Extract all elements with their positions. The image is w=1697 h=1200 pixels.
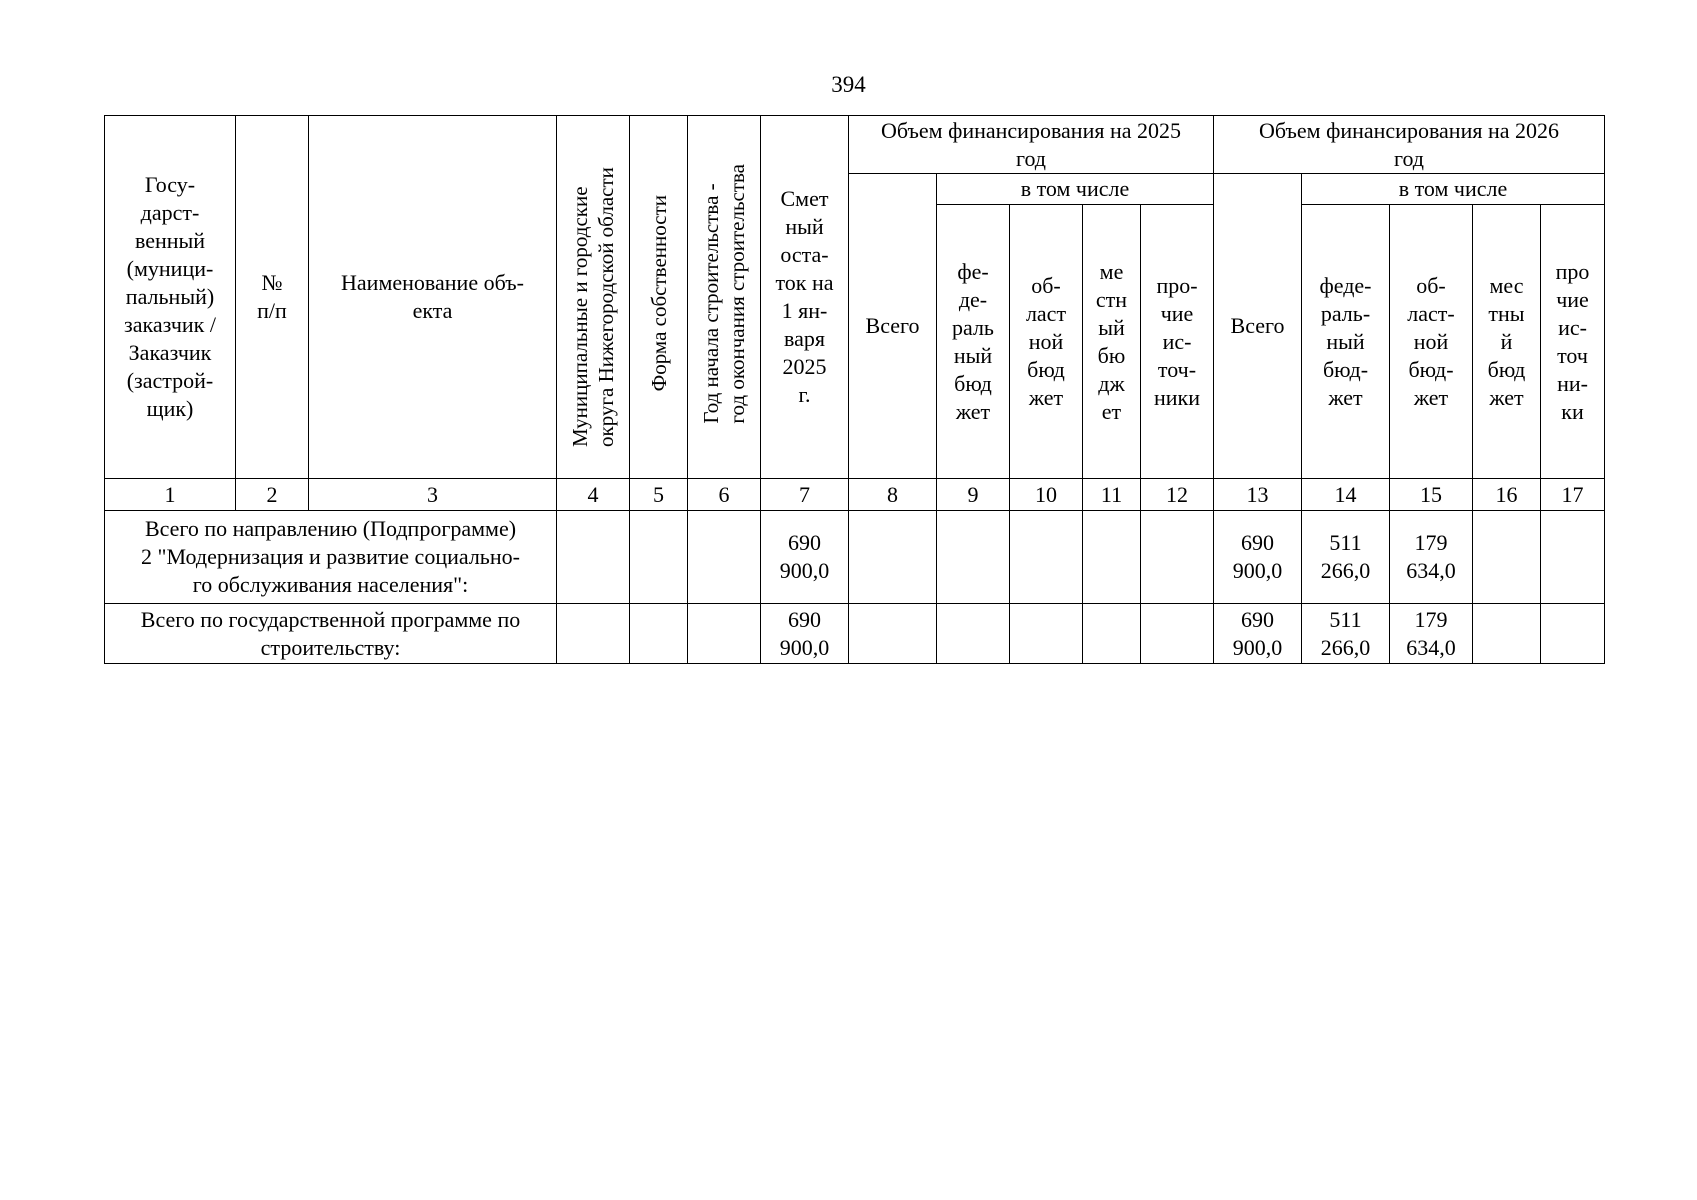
- header-regional-2025: об- ласт ной бюд жет: [1010, 205, 1083, 479]
- header-federal-2025: фе- де- раль ный бюд жет: [937, 205, 1010, 479]
- column-number-row: [105, 479, 1605, 511]
- header-construction-years: Год начала строительства - год окончания строительства: [688, 116, 761, 479]
- header-customer: Госу- дарст- венный (муници- пальный) заказчик / Заказчик (застрой- щик): [105, 116, 236, 479]
- cell-total-2026: 690 900,0: [1214, 511, 1302, 604]
- table-cell: [688, 604, 761, 664]
- cell-total-2026: 690 900,0: [1214, 604, 1302, 664]
- table-cell: [1083, 604, 1141, 664]
- header-local-2026: мес тны й бюд жет: [1473, 205, 1541, 479]
- table-cell: [1010, 604, 1083, 664]
- column-number: 13: [1214, 479, 1302, 511]
- column-number: 2: [236, 479, 309, 511]
- table-cell: [557, 511, 630, 604]
- header-total-2025: Всего: [849, 174, 937, 479]
- cell-federal-2026: 511 266,0: [1302, 604, 1390, 664]
- cell-estimated-balance: 690 900,0: [761, 604, 849, 664]
- header-including-2026: в том числе: [1302, 174, 1605, 205]
- header-federal-2026: феде- раль- ный бюд- жет: [1302, 205, 1390, 479]
- cell-federal-2026: 511 266,0: [1302, 511, 1390, 604]
- column-number: 15: [1390, 479, 1473, 511]
- header-estimated-balance: Смет ный оста- ток на 1 ян- варя 2025 г.: [761, 116, 849, 479]
- row-label: Всего по направлению (Подпрограмме) 2 "Модернизация и развитие социально- го обслуживания населения":: [105, 511, 557, 604]
- column-number: 4: [557, 479, 630, 511]
- row-label: Всего по государственной программе по строительству:: [105, 604, 557, 664]
- table-cell: [630, 604, 688, 664]
- table-cell: [1083, 511, 1141, 604]
- column-number: 6: [688, 479, 761, 511]
- table-cell: [688, 511, 761, 604]
- page-number: 394: [831, 72, 866, 97]
- table-cell: [937, 604, 1010, 664]
- header-object-name: Наименование объ- екта: [309, 116, 557, 479]
- table-cell: [1141, 511, 1214, 604]
- table-cell: [937, 511, 1010, 604]
- column-number: 8: [849, 479, 937, 511]
- header-municipal-districts: Муниципальные и городские округа Нижегородской области: [557, 116, 630, 479]
- table-cell: [1541, 511, 1605, 604]
- table-cell: [1473, 511, 1541, 604]
- table-row: [105, 511, 1605, 604]
- column-number: 1: [105, 479, 236, 511]
- column-number: 14: [1302, 479, 1390, 511]
- header-local-2025: ме стн ый бю дж ет: [1083, 205, 1141, 479]
- column-number: 16: [1473, 479, 1541, 511]
- table-cell: [849, 604, 937, 664]
- header-financing-2025: Объем финансирования на 2025 год: [849, 116, 1214, 174]
- cell-regional-2026: 179 634,0: [1390, 604, 1473, 664]
- column-number: 10: [1010, 479, 1083, 511]
- cell-regional-2026: 179 634,0: [1390, 511, 1473, 604]
- column-number: 12: [1141, 479, 1214, 511]
- cell-estimated-balance: 690 900,0: [761, 511, 849, 604]
- header-other-2025: про- чие ис- точ- ники: [1141, 205, 1214, 479]
- table-row: [105, 604, 1605, 664]
- table-cell: [849, 511, 937, 604]
- column-number: 11: [1083, 479, 1141, 511]
- table-cell: [1473, 604, 1541, 664]
- table-cell: [1010, 511, 1083, 604]
- header-financing-2026: Объем финансирования на 2026 год: [1214, 116, 1605, 174]
- table-cell: [557, 604, 630, 664]
- column-number: 5: [630, 479, 688, 511]
- header-number: № п/п: [236, 116, 309, 479]
- column-number: 3: [309, 479, 557, 511]
- column-number: 17: [1541, 479, 1605, 511]
- header-ownership-form: Форма собственности: [630, 116, 688, 479]
- header-regional-2026: об- ласт- ной бюд- жет: [1390, 205, 1473, 479]
- header-including-2025: в том числе: [937, 174, 1214, 205]
- header-total-2026: Всего: [1214, 174, 1302, 479]
- column-number: 7: [761, 479, 849, 511]
- column-number: 9: [937, 479, 1010, 511]
- table-cell: [630, 511, 688, 604]
- table-cell: [1141, 604, 1214, 664]
- header-other-2026: про чие ис- точ ни- ки: [1541, 205, 1605, 479]
- table-cell: [1541, 604, 1605, 664]
- financing-table: [104, 115, 1605, 664]
